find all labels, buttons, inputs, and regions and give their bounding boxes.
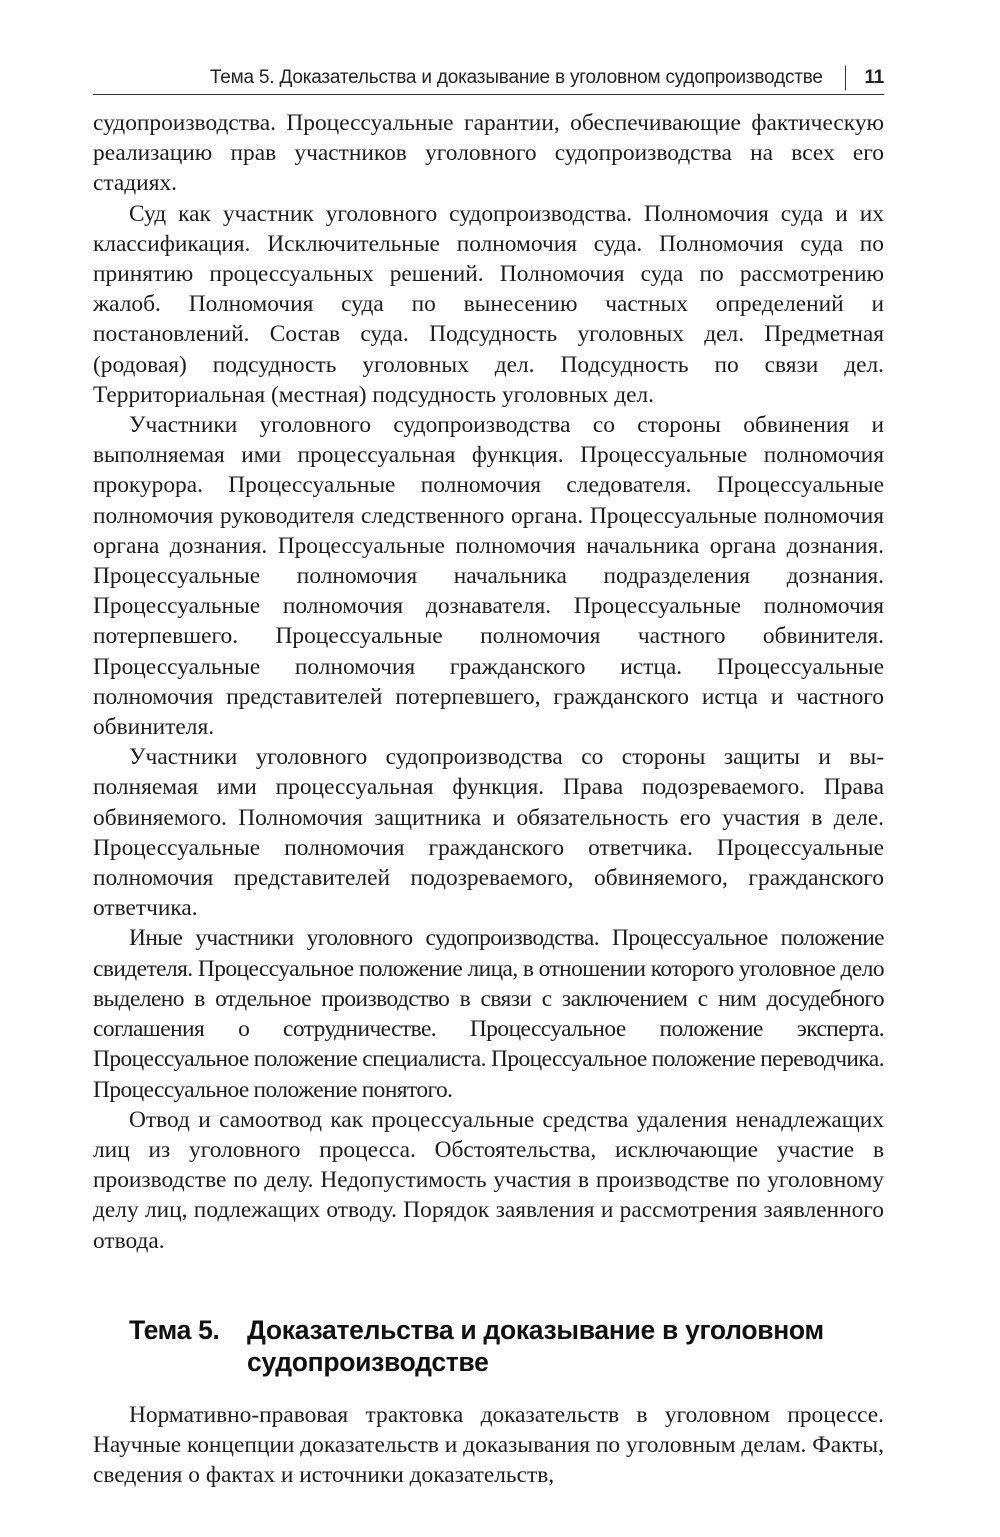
header-separator <box>845 66 847 90</box>
paragraph-continued: судопроизводства. Процессуальные гарантии, обеспечивающие фактическую реализацию прав участников уголовного судопроизводства на всех его стадиях. <box>93 110 884 197</box>
body-text <box>93 108 884 1490</box>
paragraph-defense: Участники уголовного судопроизводства со стороны защиты и выполняемая ими процессуальная функция. Права подозреваемого. Права обвиняемого. Полномочия защитника и обязательность его участия в деле. Процессуальные полномочия гражданского ответчика. Процессуальные полномочия представителей подозреваемого, обвиняемого, гражданского ответчика. <box>93 744 884 922</box>
paragraph-evidence: Нормативно-правовая трактовка доказательств в уголовном процессе. Научные концепции доказательств и доказывания по уголовным делам. Факты, сведения о фактах и источники доказательств, <box>93 1401 884 1489</box>
page-number: 11 <box>864 67 884 88</box>
running-header <box>93 62 884 95</box>
section-title: Доказательства и доказывание в уголовном судопроизводстве <box>247 1314 824 1377</box>
section-heading <box>129 1314 884 1378</box>
paragraph-other-participants: Иные участники уголовного судопроизводства. Процессуальное положение свидетеля. Процессуальное положение лица, в отношении которого уголовное дело выделено в отдельное производство в связи с заключением с ним досудебного соглашения о сотрудничестве. Процессуальное положение эксперта. Процессуальное положение специалиста. Процессуальное положение переводчика. Процессуальное положение понятого. <box>93 925 884 1103</box>
paragraph-recusal: Отвод и самоотвод как процессуальные средства удаления ненадлежащих лиц из уголовного процесса. Обстоятельства, исключающие участие в производстве по делу. Недопустимость участия в производстве по уголовному делу лиц, подлежащих отводу. Порядок заявления и рассмотрения заявленного отвода. <box>93 1106 884 1254</box>
section-label: Тема 5. <box>129 1314 220 1345</box>
paragraph-prosecution: Участники уголовного судопроизводства со стороны обвинения и выполняемая ими процессуальная функция. Процессуальные полномочия прокурора. Процессуальные полномочия следователя. Процессуальные полномочия руководителя следственного органа. Процессуальные полномочия органа дознания. Процессуальные полномочия начальника органа дознания. Процессуальные полномочия начальника подразделения дознания. Процессуальные полномочия дознавателя. Процессуальные полномочия потерпевшего. Процессуальные полномочия частного обвинителя. Процессуальные полномочия гражданского истца. Процессуальные полномочия представителей потерпевшего, гражданского истца и частного обвинителя. <box>93 412 884 741</box>
paragraph-court: Суд как участник уголовного судопроизводства. Полномочия суда и их классификация. Исключительные полномочия суда. Полномочия суда по принятию процессуальных решений. Полномочия суда по рассмотрению жалоб. Полномочия суда по вынесению частных определений и постановлений. Состав суда. Подсудность уголовных дел. Предметная (родовая) подсудность уголовных дел. Подсудность по связи дел. Территориальная (местная) подсудность уголовных дел. <box>93 200 884 408</box>
running-header-title: Тема 5. Доказательства и доказывание в уголовном судопроизводстве <box>209 67 823 88</box>
